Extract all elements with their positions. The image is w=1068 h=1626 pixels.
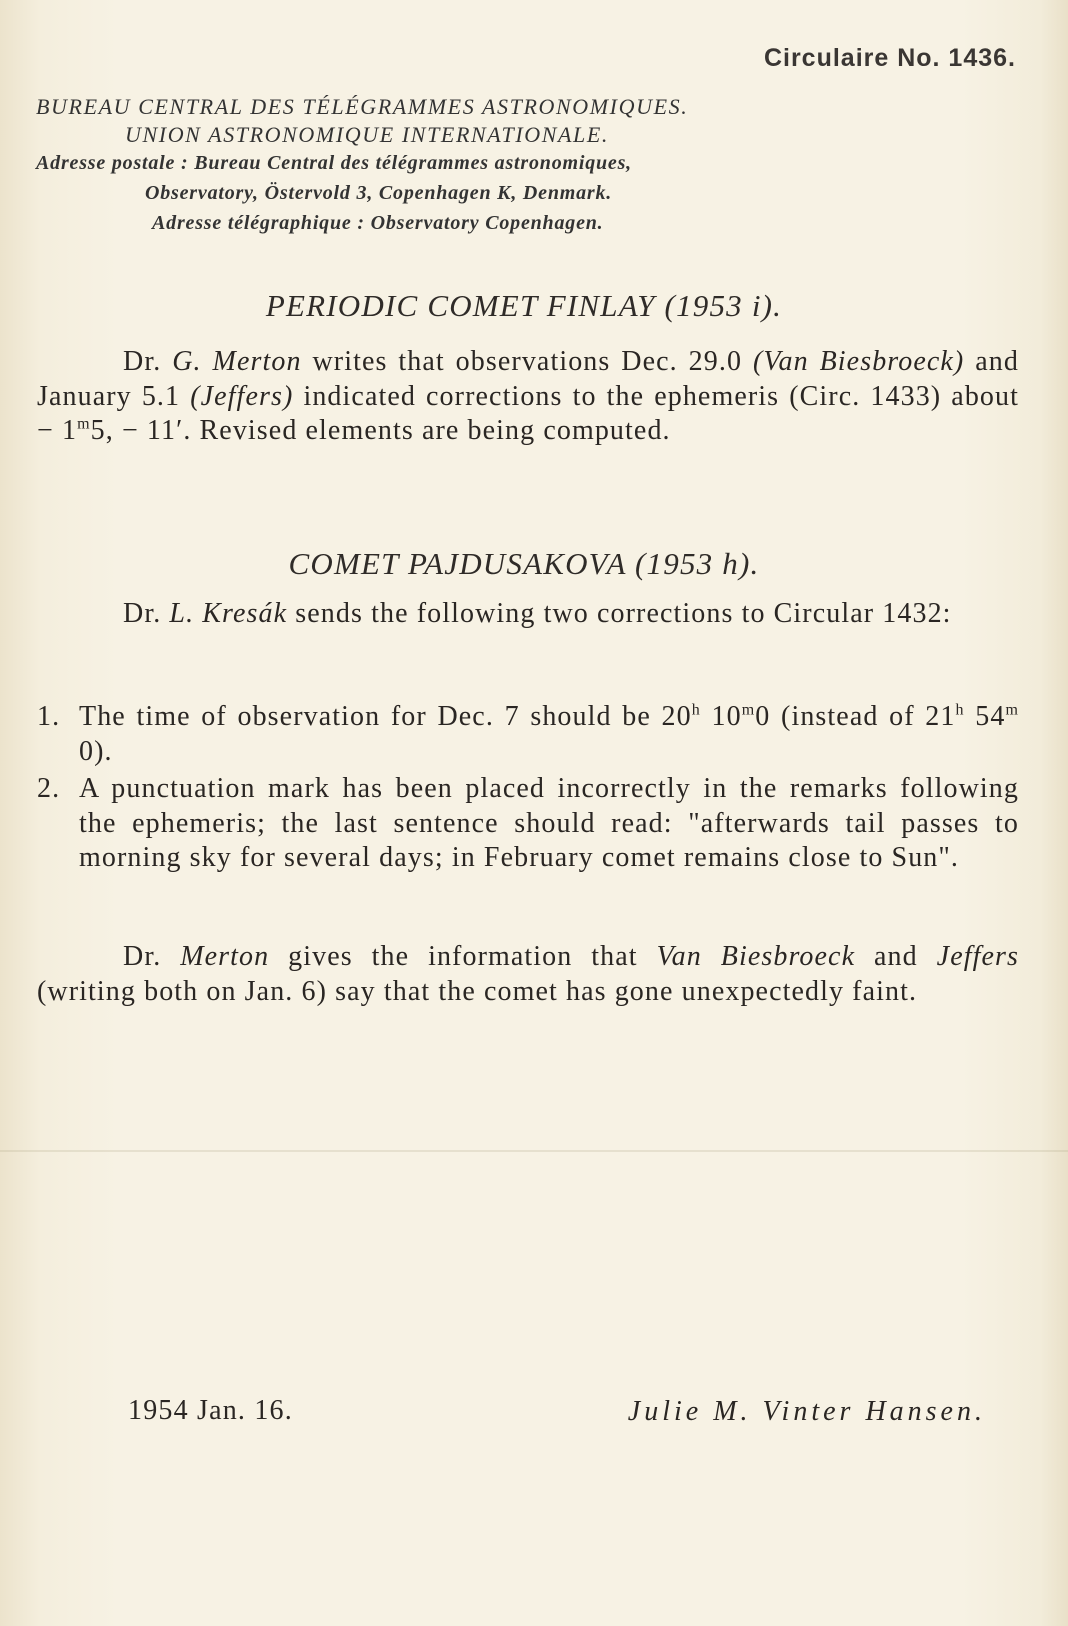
text-fragment: gives the information that — [269, 941, 657, 972]
text-fragment: (writing both on Jan. 6) say that the comet has gone unexpectedly faint. — [37, 975, 918, 1007]
text-fragment: 5, − 11′. Revised elements are being computed. — [90, 415, 671, 446]
paragraph-merton-faint — [37, 940, 1019, 1009]
observer-name: Van Biesbroeck — [656, 941, 856, 972]
text-fragment: indicated corrections to the ephemeris (Circ. 1433) about − 1 — [37, 380, 1019, 446]
correction-item-1 — [37, 700, 1019, 769]
paragraph-kresak-intro — [37, 597, 1019, 632]
header-postal-address: Adresse postale : Bureau Central des télégrammes astronomiques, — [36, 152, 632, 174]
superscript-hours: h — [691, 701, 701, 719]
superscript-minutes: m — [741, 701, 756, 719]
superscript-minutes: m — [77, 415, 91, 433]
text-fragment: The time of observation for Dec. 7 should be 20 — [79, 701, 692, 732]
superscript-minutes: m — [1005, 701, 1019, 719]
item-number: 1. — [37, 701, 61, 732]
correction-item-2 — [37, 772, 1019, 876]
superscript-hours: h — [955, 701, 965, 719]
text-fragment: 10 — [700, 701, 742, 732]
observer-name: (Jeffers) — [190, 380, 294, 412]
text-fragment: 54 — [964, 701, 1006, 732]
text-fragment: sends the following two corrections to Circular 1432: — [287, 598, 952, 629]
text-fragment: and January 5.1 — [37, 346, 1019, 412]
issue-date: 1954 Jan. 16. — [128, 1395, 293, 1426]
item-text — [79, 700, 1019, 769]
text-fragment: and — [855, 941, 937, 972]
observer-name: (Van Biesbroeck) — [752, 346, 965, 377]
item-text: A punctuation mark has been placed incorrectly in the remarks following the ephemeris; the last sentence should read: "afterwards tail passes to morning sky for several days; in February comet remains close to Sun". — [79, 773, 1019, 873]
circular-number: Circulaire No. 1436. — [763, 44, 1016, 72]
text-fragment: Dr. — [123, 941, 181, 972]
signature: Julie M. Vinter Hansen. — [627, 1396, 986, 1427]
paper-fold — [0, 1150, 1068, 1152]
person-name: L. Kresák — [169, 598, 288, 629]
observer-name: Jeffers — [936, 941, 1020, 972]
header-bureau: BUREAU CENTRAL DES TÉLÉGRAMMES ASTRONOMIQUES. — [36, 94, 689, 119]
header-telegraphic-address: Adresse télégraphique : Observatory Copenhagen. — [152, 212, 604, 234]
person-name: G. Merton — [172, 346, 302, 377]
text-fragment: writes that observations Dec. 29.0 — [301, 346, 753, 377]
text-fragment: 0). — [79, 735, 113, 767]
item-number: 2. — [37, 773, 61, 804]
text-fragment: 0 (instead of 21 — [755, 701, 956, 732]
paragraph-finlay — [37, 345, 1019, 449]
person-name: Merton — [180, 941, 270, 972]
text-fragment: Dr. — [123, 598, 170, 629]
text-fragment: Dr. — [123, 346, 173, 377]
section-title-pajdusakova: COMET PAJDUSAKOVA (1953 h). — [288, 546, 760, 581]
header-street-address: Observatory, Östervold 3, Copenhagen K, Denmark. — [145, 182, 613, 204]
header-union: UNION ASTRONOMIQUE INTERNATIONALE. — [125, 122, 610, 147]
section-title-finlay: PERIODIC COMET FINLAY (1953 i). — [265, 288, 783, 323]
